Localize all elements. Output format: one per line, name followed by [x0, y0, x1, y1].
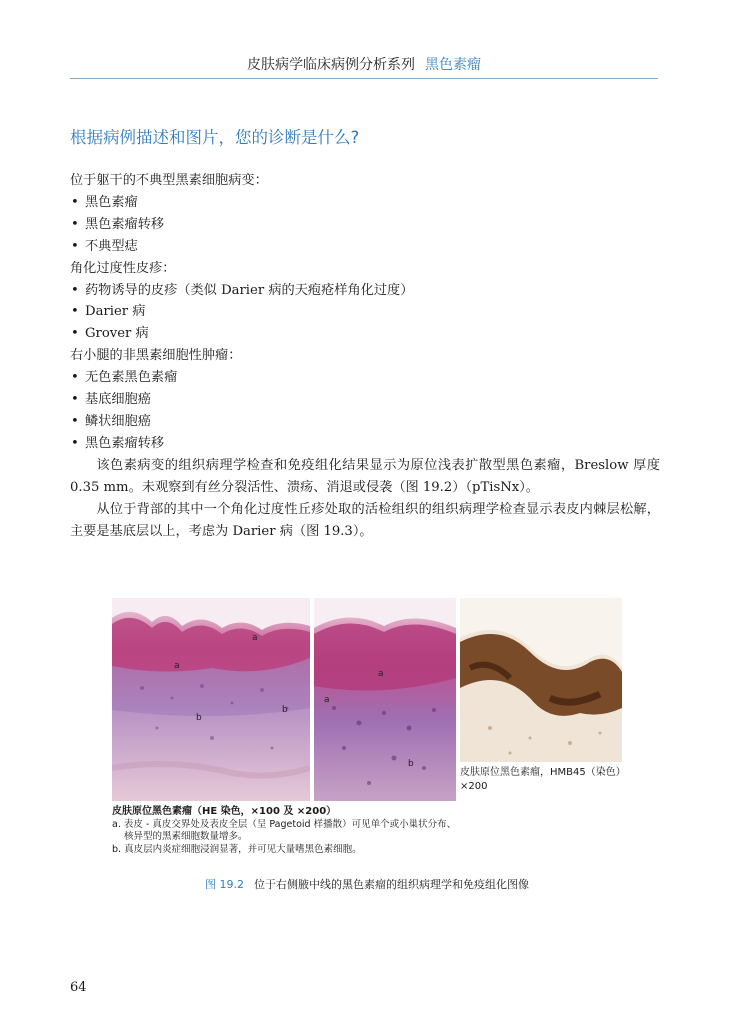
header-rule: [70, 78, 658, 79]
volume-title: 黑色素瘤: [425, 57, 481, 73]
diagnosis-group-2: [70, 258, 660, 346]
list-item: • 鳞状细胞癌: [70, 411, 660, 433]
hmb45-micrograph: [460, 598, 622, 762]
he-micrograph-low-power: [112, 598, 310, 801]
page-number: 64: [70, 980, 87, 995]
list-item: • Grover 病: [70, 323, 660, 345]
he-caption-title: 皮肤原位黑色素瘤（HE 染色，×100 及 ×200）: [112, 806, 337, 817]
diagnosis-group-1: [70, 170, 660, 258]
panel-label-b-2: b: [282, 705, 288, 715]
running-header: [70, 54, 658, 74]
panel-label-a-2: a: [324, 695, 330, 705]
he-caption-note-a: a. 表皮 - 真皮交界处及表皮全层（呈 Pagetoid 样播散）可见单个或小巢状分布、核异型的黑素细胞数量增多。: [112, 818, 457, 842]
list-item: • Darier 病: [70, 301, 660, 323]
panel-label-b: b: [408, 759, 414, 769]
list-item: • 黑色素瘤: [70, 192, 660, 214]
he-caption-note-b: b. 真皮层内炎症细胞浸润显著，并可见大量嗜黑色素细胞。: [112, 843, 362, 855]
figure-number: 图 19.2: [205, 878, 244, 891]
panel-label-a-2: a: [252, 633, 258, 643]
diagnosis-list: [70, 367, 660, 455]
panel-label-a: a: [174, 661, 180, 671]
hmb45-caption: 皮肤原位黑色素瘤，HMB45（染色）×200: [460, 767, 621, 792]
list-item: • 药物诱导的皮疹（类似 Darier 病的天疱疮样角化过度）: [70, 280, 660, 302]
series-title: 皮肤病学临床病例分析系列: [247, 57, 415, 73]
list-item: • 不典型痣: [70, 236, 660, 258]
paragraph-biopsy: 从位于背部的其中一个角化过度性丘疹处取的活检组织的组织病理学检查显示表皮内棘层松解，主要是基底层以上，考虑为 Darier 病（图 19.3）。: [70, 501, 660, 539]
question-heading: 根据病例描述和图片，您的诊断是什么?: [70, 128, 360, 147]
panel-label-a: a: [378, 669, 384, 679]
diagnosis-list: [70, 192, 660, 258]
body-text: [70, 170, 660, 542]
he-micrograph-high-power: [314, 598, 456, 801]
diagnosis-group-3: [70, 345, 660, 455]
list-item: • 黑色素瘤转移: [70, 433, 660, 455]
group-heading: 右小腿的非黑素细胞性肿瘤：: [70, 348, 242, 364]
group-heading: 位于躯干的不典型黑素细胞病变：: [70, 173, 268, 188]
group-heading: 角化过度性皮疹：: [70, 260, 176, 276]
list-item: • 无色素黑色素瘤: [70, 367, 660, 389]
diagnosis-list: [70, 280, 660, 346]
figure-caption-text: 位于右侧腋中线的黑色素瘤的组织病理学和免疫组化图像: [254, 878, 529, 891]
figure-caption: [112, 876, 622, 892]
panel-label-b: b: [196, 713, 202, 723]
he-caption: [112, 806, 462, 856]
list-item: • 黑色素瘤转移: [70, 214, 660, 236]
paragraph-histology: 该色素病变的组织病理学检查和免疫组化结果显示为原位浅表扩散型黑色素瘤，Breslow 厚度 0.35 mm。未观察到有丝分裂活性、溃疡、消退或侵袭（图 19.2）（pTisNx）。: [70, 457, 660, 495]
figure-19-2: [112, 598, 622, 898]
list-item: • 基底细胞癌: [70, 389, 660, 411]
